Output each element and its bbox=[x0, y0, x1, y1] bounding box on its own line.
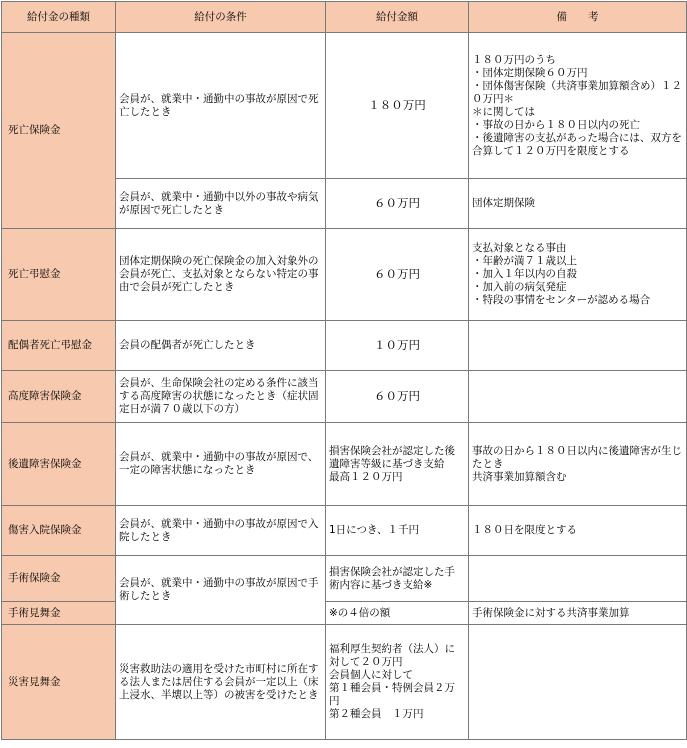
notes-cell: １８０日を限度とする bbox=[469, 506, 687, 556]
amount-cell: 1日につき、１千円 bbox=[326, 506, 469, 556]
category-spouse-condolence: 配偶者死亡弔慰金 bbox=[2, 321, 116, 371]
condition-cell: 団体定期保険の死亡保険金の加入対象外の会員が死亡、支払対象とならない特定の事由で会員が死亡したとき bbox=[116, 229, 326, 321]
category-severe-disability: 高度障害保険金 bbox=[2, 371, 116, 423]
header-notes: 備 考 bbox=[469, 2, 687, 33]
table-row bbox=[2, 321, 687, 371]
category-condolence: 死亡弔慰金 bbox=[2, 229, 116, 321]
condition-cell: 会員が、就業中・通勤中の事故が原因で入院したとき bbox=[116, 506, 326, 556]
table-row bbox=[2, 556, 687, 602]
amount-cell: ６０万円 bbox=[326, 371, 469, 423]
condition-cell: 会員が、就業中・通勤中の事故が原因で、一定の障害状態になったとき bbox=[116, 423, 326, 506]
amount-cell: 損害保険会社が認定した後遺障害等級に基づき支給 最高１２０万円 bbox=[326, 423, 469, 506]
header-row bbox=[2, 2, 687, 33]
condition-cell: 災害救助法の適用を受けた市町村に所在する法人または居住する会員が一定以上（床上浸水、半壊以上等）の被害を受けたとき bbox=[116, 625, 326, 740]
amount-cell: ※の４倍の額 bbox=[326, 602, 469, 625]
notes-cell: 団体定期保険 bbox=[469, 179, 687, 229]
category-disaster: 災害見舞金 bbox=[2, 625, 116, 740]
condition-cell: 会員の配偶者が死亡したとき bbox=[116, 321, 326, 371]
notes-cell bbox=[469, 371, 687, 423]
table-row bbox=[2, 602, 687, 625]
table-row bbox=[2, 423, 687, 506]
notes-cell: 手術保険金に対する共済事業加算 bbox=[469, 602, 687, 625]
category-surgery-sympathy: 手術見舞金 bbox=[2, 602, 116, 625]
amount-cell: 福利厚生契約者（法人）に対して２０万円 会員個人に対して 第１種会員・特例会員２万円 第２種会員 １万円 bbox=[326, 625, 469, 740]
notes-cell: 支払対象となる事由 ・年齢が満７１歳以上 ・加入１年以内の自殺 ・加入前の病気発症 ・特段の事情をセンターが認める場合 bbox=[469, 229, 687, 321]
amount-cell: ６０万円 bbox=[326, 179, 469, 229]
table-row bbox=[2, 229, 687, 321]
amount-cell: １０万円 bbox=[326, 321, 469, 371]
category-hospitalization: 傷害入院保険金 bbox=[2, 506, 116, 556]
table-row bbox=[2, 33, 687, 179]
table-row bbox=[2, 625, 687, 740]
condition-cell: 会員が、就業中・通勤中以外の事故や病気が原因で死亡したとき bbox=[116, 179, 326, 229]
amount-cell: ６０万円 bbox=[326, 229, 469, 321]
category-death-insurance: 死亡保険金 bbox=[2, 33, 116, 229]
notes-cell bbox=[469, 321, 687, 371]
benefits-table bbox=[1, 1, 687, 740]
condition-cell: 会員が、生命保険会社の定める条件に該当する高度障害の状態になったとき（症状固定日が満７０歳以下の方） bbox=[116, 371, 326, 423]
header-amount: 給付金額 bbox=[326, 2, 469, 33]
header-condition: 給付の条件 bbox=[116, 2, 326, 33]
table-row bbox=[2, 371, 687, 423]
notes-cell: １８０万円のうち ・団体定期保険６０万円 ・団体傷害保険（共済事業加算額含め）１２０万円＊ ＊に関しては ・事故の日から１８０日以内の死亡 ・後遺障害の支払があった場合には、双方を合算して１２０万円を限度とする bbox=[469, 33, 687, 179]
category-surgery: 手術保険金 bbox=[2, 556, 116, 602]
table-row bbox=[2, 506, 687, 556]
header-type: 給付金の種類 bbox=[2, 2, 116, 33]
amount-cell: １８０万円 bbox=[326, 33, 469, 179]
notes-cell bbox=[469, 556, 687, 602]
notes-cell bbox=[469, 625, 687, 740]
category-residual-disability: 後遺障害保険金 bbox=[2, 423, 116, 506]
condition-cell: 会員が、就業中・通勤中の事故が原因で手術したとき bbox=[116, 556, 326, 625]
amount-cell: 損害保険会社が認定した手術内容に基づき支給※ bbox=[326, 556, 469, 602]
notes-cell: 事故の日から１８０日以内に後遺障害が生じたとき 共済事業加算額含む bbox=[469, 423, 687, 506]
condition-cell: 会員が、就業中・通勤中の事故が原因で死亡したとき bbox=[116, 33, 326, 179]
